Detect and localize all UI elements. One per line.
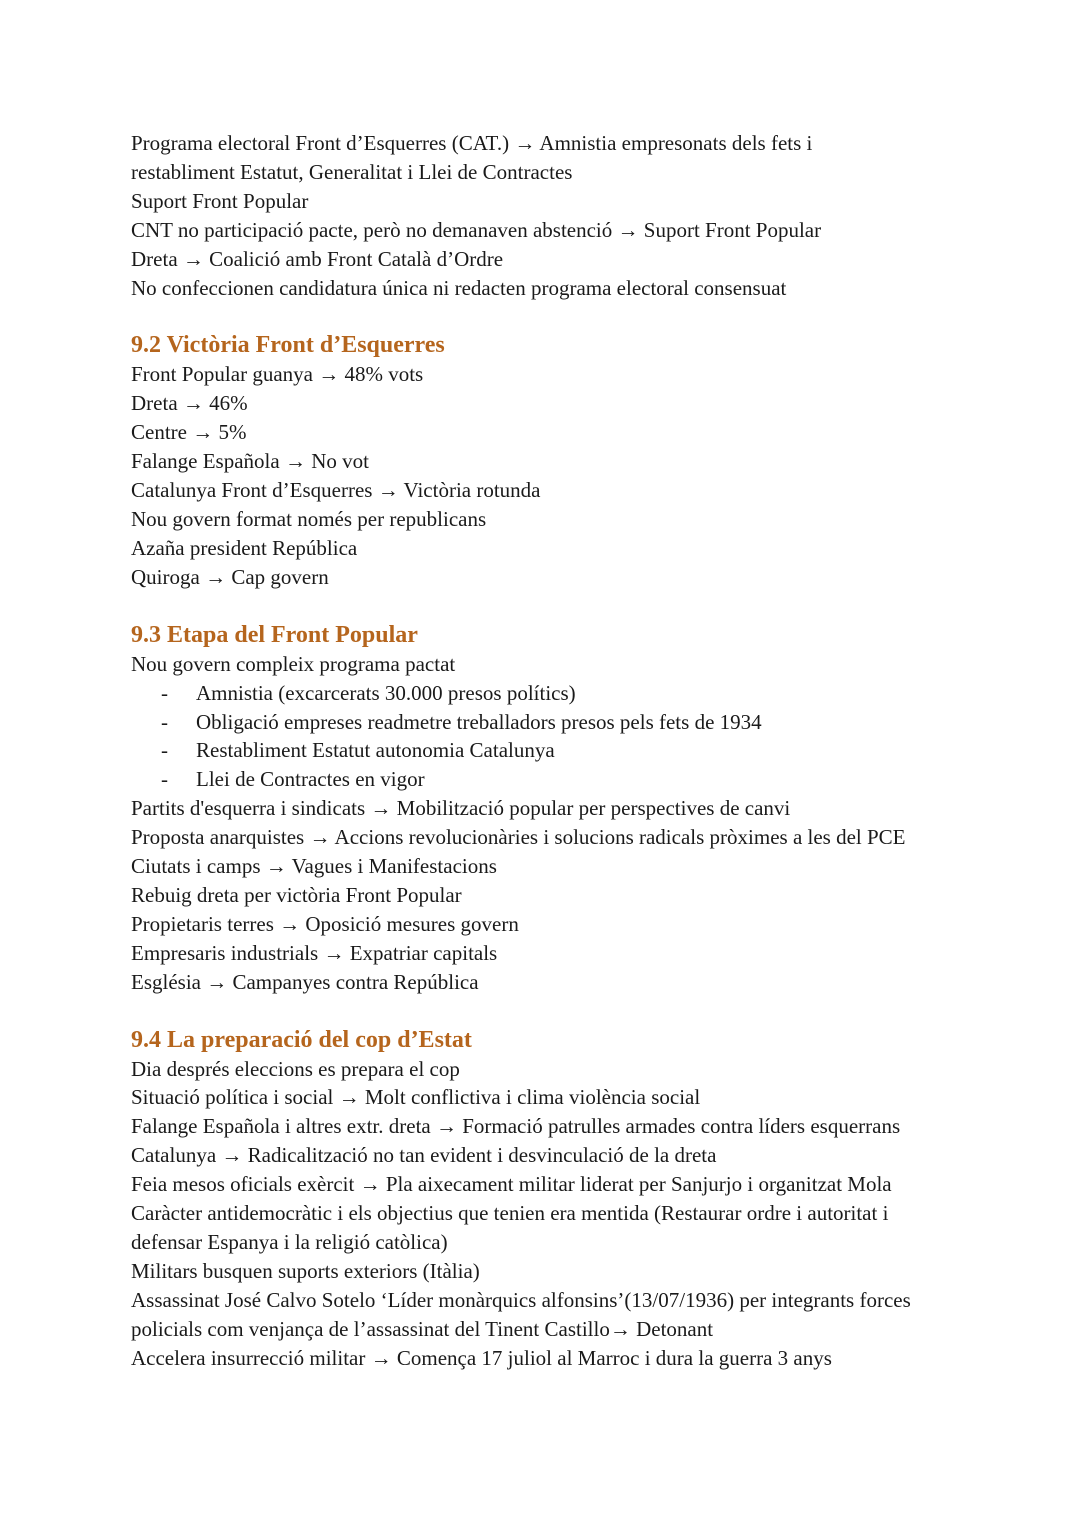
intro-block: [131, 129, 1031, 302]
text-line: Falange Española i altres extr. dreta → Formació patrulles armades contra líders esquerrans: [131, 1114, 901, 1139]
text-line: Nou govern compleix programa pactat: [131, 651, 456, 676]
text-line: Caràcter antidemocràtic i els objectius que tenien era mentida (Restaurar ordre i autoritat i: [131, 1201, 889, 1226]
section-9-3: [131, 620, 1031, 997]
document-page: [131, 129, 1031, 1373]
spacer: [131, 302, 1031, 330]
bullet-dash: -: [161, 709, 168, 734]
text-line: Catalunya Front d’Esquerres → Victòria rotunda: [131, 478, 541, 503]
text-line: Situació política i social → Molt conflictiva i clima violència social: [131, 1085, 701, 1110]
section-9-2: [131, 330, 1031, 591]
text-line: restabliment Estatut, Generalitat i Llei de Contractes: [131, 159, 573, 184]
text-line: Empresaris industrials → Expatriar capitals: [131, 940, 498, 965]
section-heading: 9.4 La preparació del cop d’Estat: [131, 1026, 472, 1053]
text-line: Azaña president República: [131, 535, 358, 560]
text-line: Militars busquen suports exteriors (Itàlia): [131, 1258, 480, 1283]
list-item: [131, 708, 1031, 737]
bullet-dash: -: [161, 767, 168, 792]
list-item-text: Obligació empreses readmetre treballadors presos pels fets de 1934: [196, 709, 762, 734]
text-line: Programa electoral Front d’Esquerres (CAT.) → Amnistia empresonats dels fets i: [131, 131, 813, 155]
list-item: [131, 736, 1031, 765]
text-line: policials com venjança de l’assassinat del Tinent Castillo→ Detonant: [131, 1316, 714, 1341]
text-line: Ciutats i camps → Vagues i Manifestacions: [131, 854, 497, 879]
spacer: [131, 997, 1031, 1025]
text-line: Partits d'esquerra i sindicats → Mobilització popular per perspectives de canvi: [131, 796, 791, 821]
text-line: Proposta anarquistes → Accions revolucionàries i solucions radicals pròximes a les del PCE: [131, 825, 906, 850]
list-item-text: Restabliment Estatut autonomia Catalunya: [196, 738, 555, 763]
text-line: Falange Española → No vot: [131, 449, 369, 474]
text-line: Catalunya → Radicalització no tan evident i desvinculació de la dreta: [131, 1143, 717, 1168]
list-item-text: Amnistia (excarcerats 30.000 presos polítics): [196, 680, 576, 705]
section-9-4: [131, 1025, 1031, 1373]
bullet-dash: -: [161, 738, 168, 763]
text-line: defensar Espanya i la religió catòlica): [131, 1230, 448, 1254]
section-heading: 9.2 Victòria Front d’Esquerres: [131, 332, 445, 359]
text-line: CNT no participació pacte, però no demanaven abstenció → Suport Front Popular: [131, 217, 822, 242]
list-item: [131, 765, 1031, 794]
text-line: Església → Campanyes contra República: [131, 969, 479, 994]
text-line: Propietaris terres → Oposició mesures govern: [131, 911, 519, 936]
text-line: Dreta → Coalició amb Front Català d’Ordre: [131, 246, 504, 271]
text-line: Nou govern format només per republicans: [131, 506, 487, 531]
list-item: [131, 679, 1031, 708]
text-line: Dia després eleccions es prepara el cop: [131, 1056, 460, 1081]
text-line: Assassinat José Calvo Sotelo ‘Líder monàrquics alfonsins’(13/07/1936) per integrants forces: [131, 1287, 911, 1312]
text-line: Rebuig dreta per victòria Front Popular: [131, 882, 462, 907]
text-line: Accelera insurrecció militar → Comença 17 juliol al Marroc i dura la guerra 3 anys: [131, 1345, 832, 1370]
text-line: No confeccionen candidatura única ni redacten programa electoral consensuat: [131, 275, 787, 300]
spacer: [131, 592, 1031, 620]
text-line: Front Popular guanya → 48% vots: [131, 362, 424, 387]
list-item-text: Llei de Contractes en vigor: [196, 767, 425, 792]
text-line: Centre → 5%: [131, 420, 247, 445]
section-heading: 9.3 Etapa del Front Popular: [131, 621, 418, 648]
text-line: Dreta → 46%: [131, 391, 248, 416]
text-line: Suport Front Popular: [131, 188, 309, 213]
bullet-dash: -: [161, 680, 168, 705]
bullet-list: [131, 679, 1031, 795]
text-line: Quiroga → Cap govern: [131, 564, 329, 589]
text-line: Feia mesos oficials exèrcit → Pla aixecament militar liderat per Sanjurjo i organitzat Mola: [131, 1172, 892, 1197]
